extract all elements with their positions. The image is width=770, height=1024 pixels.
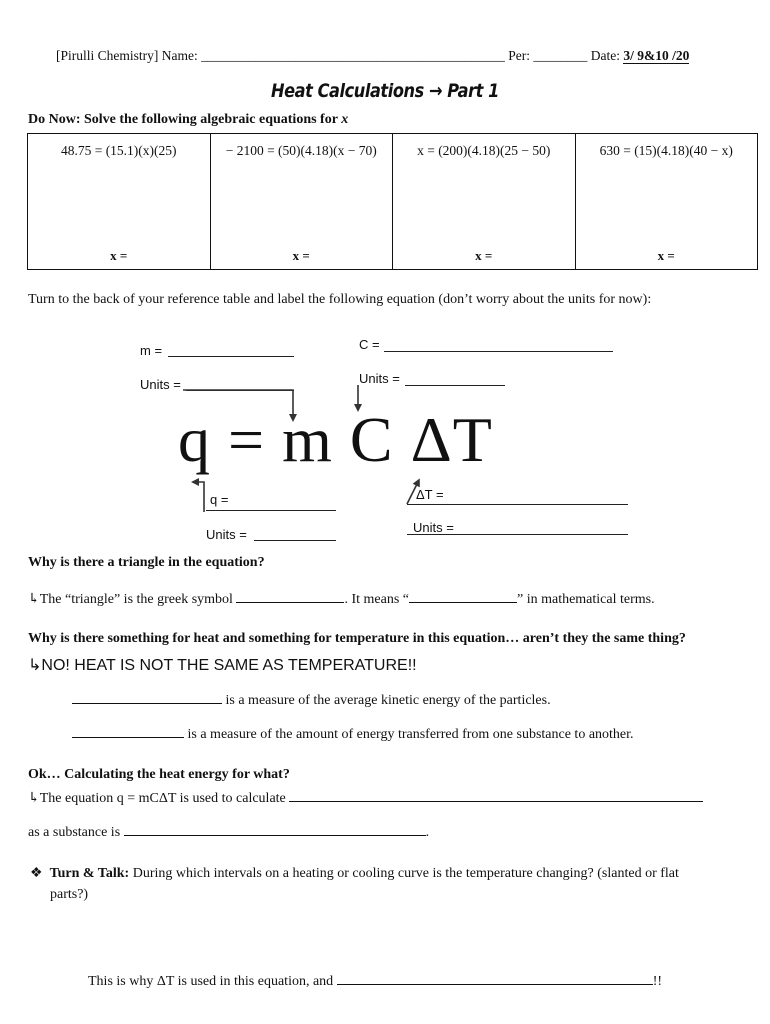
triangle-answer	[28, 590, 655, 608]
temperature-blank[interactable]	[72, 691, 222, 704]
calc-line-2	[28, 823, 429, 841]
c-units-label: Units =	[359, 371, 400, 386]
closing-end: !!	[652, 974, 663, 989]
heat-temp-answer: ↳NO! HEAT IS NOT THE SAME AS TEMPERATURE!!	[28, 657, 417, 674]
triangle-text-2: . It means “	[344, 592, 409, 607]
calc-text-3: .	[425, 825, 430, 840]
q-units-label: Units =	[206, 527, 247, 542]
c-blank[interactable]	[384, 351, 613, 352]
do-now-table	[27, 133, 758, 270]
calc-text-2: as a substance is	[28, 825, 121, 840]
substance-blank[interactable]	[124, 823, 426, 836]
delta-t-units-label: Units =	[413, 520, 454, 535]
header-date: 3/ 9&10 /20	[623, 48, 690, 63]
answer-label: x =	[110, 248, 128, 263]
problem-cell[interactable]	[576, 134, 758, 269]
heat-definition-text: is a measure of the amount of energy transferred from one substance to another.	[187, 727, 634, 742]
do-now-prompt	[28, 112, 348, 128]
closing-blank[interactable]	[337, 972, 653, 985]
triangle-text-3: ” in mathematical terms.	[516, 592, 655, 607]
do-now-var: x	[341, 112, 349, 127]
calc-text-1: ↳The equation q = mCΔT is used to calculate	[28, 791, 286, 806]
c-label: C =	[359, 337, 380, 352]
problem-equation: 48.75 = (15.1)(x)(25)	[60, 143, 177, 158]
header-name-per: [Pirulli Chemistry] Name: _____________________________________________ Per: ________ Date:	[56, 48, 620, 63]
q-units-blank[interactable]	[254, 540, 336, 541]
turn-talk-line-2: parts?)	[50, 887, 89, 902]
reference-instruction: Turn to the back of your reference table and label the following equation (don’t worry about the units for now):	[28, 292, 652, 307]
m-units-label: Units =	[140, 377, 181, 392]
triangle-text-1: ↳The “triangle” is the greek symbol	[28, 592, 233, 607]
arrow-to-q	[195, 482, 204, 512]
problem-equation: x = (200)(4.18)(25 − 50)	[417, 143, 551, 158]
calc-line-1	[28, 789, 703, 807]
problem-cell[interactable]	[211, 134, 394, 269]
greek-symbol-blank[interactable]	[236, 590, 344, 603]
header-line	[56, 48, 689, 64]
m-units-blank[interactable]	[186, 390, 294, 391]
delta-t-blank[interactable]	[407, 504, 628, 505]
q-blank[interactable]	[206, 510, 336, 511]
triangle-question: Why is there a triangle in the equation?	[28, 555, 265, 570]
turn-talk-label: Turn & Talk:	[49, 866, 130, 881]
heat-temp-question: Why is there something for heat and something for temperature in this equation… aren’t they the same thing?	[28, 631, 686, 646]
calculate-blank[interactable]	[289, 789, 703, 802]
c-units-blank[interactable]	[405, 385, 505, 386]
temperature-definition	[72, 691, 551, 709]
temperature-definition-text: is a measure of the average kinetic energy of the particles.	[225, 693, 551, 708]
closing-line	[88, 972, 662, 990]
turn-talk-line-1	[30, 865, 679, 882]
meaning-blank[interactable]	[409, 590, 517, 603]
diamond-bullet-icon: ❖	[30, 866, 43, 881]
turn-talk-text: During which intervals on a heating or cooling curve is the temperature changing? (slanted or flat	[132, 866, 679, 881]
m-blank[interactable]	[168, 356, 294, 357]
answer-label: x =	[292, 248, 310, 263]
heat-blank[interactable]	[72, 725, 184, 738]
answer-label: x =	[657, 248, 675, 263]
do-now-text: Do Now: Solve the following algebraic equations for	[28, 112, 338, 127]
heat-definition	[72, 725, 634, 743]
answer-label: x =	[475, 248, 493, 263]
q-label: q =	[210, 492, 229, 507]
heat-equation: q = m C ΔT	[178, 404, 493, 475]
closing-text: This is why ΔT is used in this equation, and	[88, 974, 334, 989]
delta-t-label: ΔT =	[416, 487, 444, 502]
problem-equation: − 2100 = (50)(4.18)(x − 70)	[225, 143, 377, 158]
problem-equation: 630 = (15)(4.18)(40 − x)	[599, 143, 733, 158]
calc-question: Ok… Calculating the heat energy for what?	[28, 767, 290, 782]
problem-cell[interactable]	[28, 134, 211, 269]
problem-cell[interactable]	[393, 134, 576, 269]
page-title: Heat Calculations → Part 1	[271, 80, 499, 102]
m-label: m =	[140, 343, 163, 358]
delta-t-units-blank[interactable]	[407, 534, 628, 535]
